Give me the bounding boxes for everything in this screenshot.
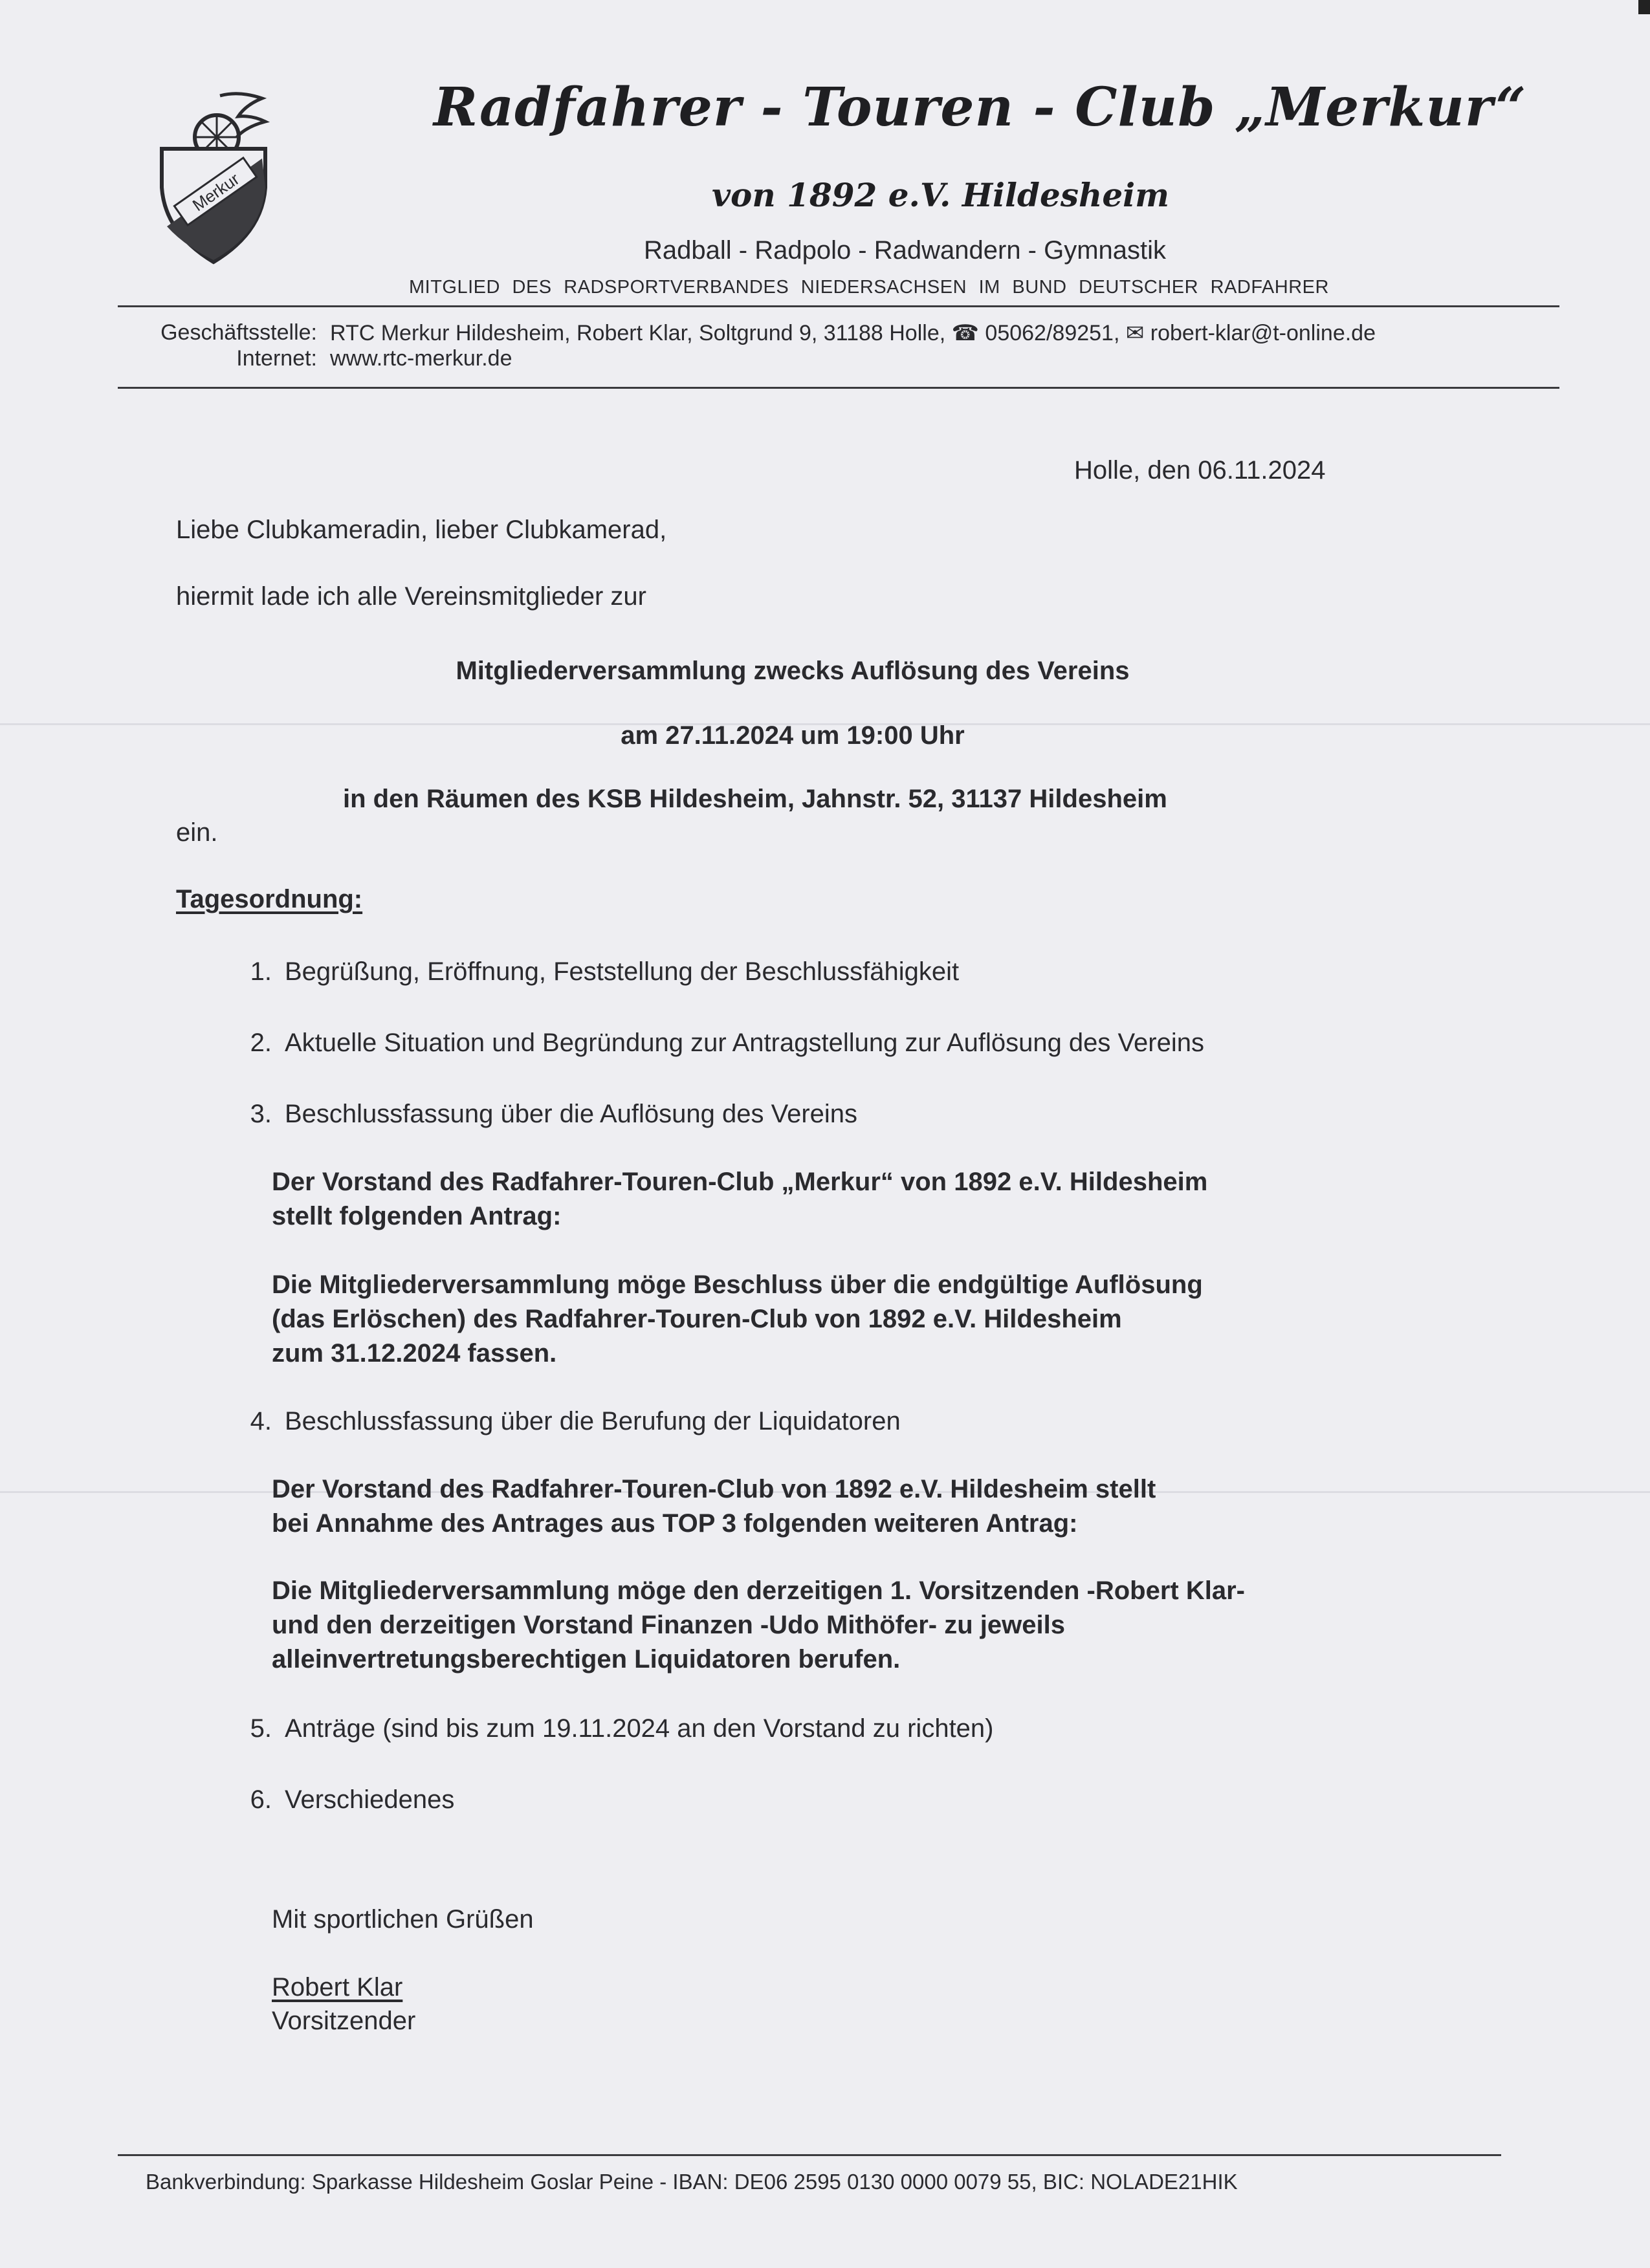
internet-value: www.rtc-merkur.de [330,346,512,371]
motion-4-text: Die Mitgliederversammlung möge den derzeitigen 1. Vorsitzenden -Robert Klar- und den derzeitigen Vorstand Finanzen -Udo Mithöfer- zu jeweils alleinvertretungsberechtigen Liquidatoren berufen. [272,1576,1245,1674]
place-date: Holle, den 06.11.2024 [1074,456,1326,485]
agenda-item: 5. Anträge (sind bis zum 19.11.2024 an den Vorstand zu richten) [250,1714,994,1743]
agenda-item: 1. Begrüßung, Eröffnung, Feststellung der Beschlussfähigkeit [250,957,960,986]
club-disciplines: Radball - Radpolo - Radwandern - Gymnastik [644,236,1167,265]
agenda-item: 6. Verschiedenes [250,1785,455,1814]
intro: hiermit lade ich alle Vereinsmitglieder zur [176,582,646,611]
contact-divider [118,387,1559,389]
event-datetime: am 27.11.2024 um 19:00 Uhr [621,721,965,750]
motion-3-text: Die Mitgliederversammlung möge Beschluss über die endgültige Auflösung (das Erlöschen) des Radfahrer-Touren-Club von 1892 e.V. Hildesheim zum 31.12.2024 fassen. [272,1270,1203,1368]
intro-end: ein. [176,818,218,847]
salutation: Liebe Clubkameradin, lieber Clubkamerad, [176,516,667,544]
logo-text: Merkur [188,169,243,215]
office-label: Geschäftsstelle: [160,320,317,345]
signer-name: Robert Klar [272,1973,403,2001]
internet-label: Internet: [236,346,317,371]
agenda-item: 3. Beschlussfassung über die Auflösung des Vereins [250,1100,858,1128]
closing: Mit sportlichen Grüßen [272,1905,534,1934]
club-name: Radfahrer - Touren - Club „Merkur“ [434,76,1527,138]
agenda-item: 4. Beschlussfassung über die Berufung der Liquidatoren [250,1407,901,1435]
club-membership: MITGLIED DES RADSPORTVERBANDES NIEDERSACHSEN IM BUND DEUTSCHER RADFAHRER [409,277,1329,298]
club-logo [155,91,272,265]
signer-title: Vorsitzender [272,2007,416,2035]
motion-4-intro: Der Vorstand des Radfahrer-Touren-Club von 1892 e.V. Hildesheim stellt bei Annahme des Antrages aus TOP 3 folgenden weiteren Antrag: [272,1475,1156,1538]
footer-divider [118,2154,1501,2156]
club-founded: von 1892 e.V. Hildesheim [712,176,1170,214]
scan-edge [1638,0,1650,14]
agenda-item: 2. Aktuelle Situation und Begründung zur Antragstellung zur Auflösung des Vereins [250,1029,1204,1057]
header-divider [118,305,1559,307]
agenda-heading: Tagesordnung: [176,885,363,913]
event-title: Mitgliederversammlung zwecks Auflösung des Vereins [456,657,1130,685]
office-value: RTC Merkur Hildesheim, Robert Klar, Soltgrund 9, 31188 Holle, ☎ 05062/89251, ✉ robert-klar@t-online.de [330,321,1376,345]
bank-details: Bankverbindung: Sparkasse Hildesheim Goslar Peine - IBAN: DE06 2595 0130 0000 0079 55, BIC: NOLADE21HIK [146,2170,1238,2194]
motion-3-intro: Der Vorstand des Radfahrer-Touren-Club „Merkur“ von 1892 e.V. Hildesheim stellt folgenden Antrag: [272,1168,1208,1230]
event-location: in den Räumen des KSB Hildesheim, Jahnstr. 52, 31137 Hildesheim [343,785,1167,813]
